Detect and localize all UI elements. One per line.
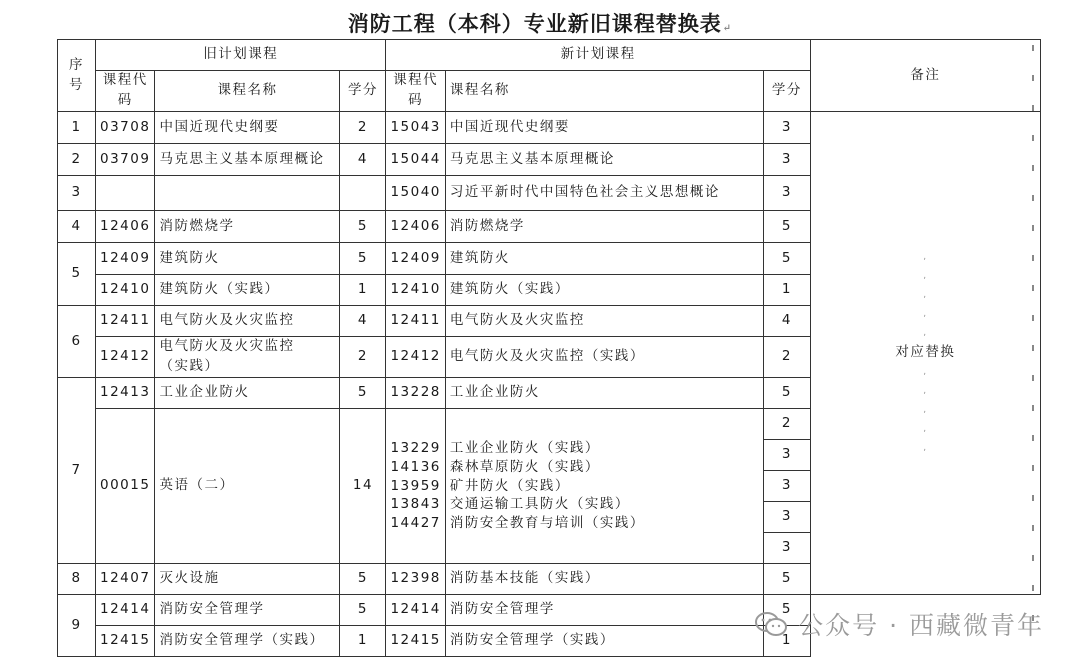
new-credit-cell: 5 bbox=[763, 211, 810, 243]
old-credit-cell: 5 bbox=[340, 243, 386, 275]
header-new-plan: 新计划课程 bbox=[386, 40, 810, 71]
new-code-cell: 12411 bbox=[386, 306, 445, 337]
seq-cell: 7 bbox=[58, 378, 96, 564]
old-credit-cell: 5 bbox=[340, 595, 386, 626]
old-code-cell: 03708 bbox=[96, 112, 155, 144]
old-code-cell bbox=[96, 176, 155, 211]
old-name-cell: 消防燃烧学 bbox=[155, 211, 340, 243]
new-credit-cell: 2 bbox=[763, 337, 810, 378]
old-credit-cell: 4 bbox=[340, 306, 386, 337]
new-name-cell: 消防基本技能（实践） bbox=[445, 564, 763, 595]
old-credit-cell: 4 bbox=[340, 144, 386, 176]
old-code-cell: 12414 bbox=[96, 595, 155, 626]
old-name-cell: 消防安全管理学 bbox=[155, 595, 340, 626]
new-credit-cell: 5 bbox=[763, 595, 810, 626]
old-code-cell: 12406 bbox=[96, 211, 155, 243]
old-credit-cell: 1 bbox=[340, 626, 386, 657]
new-name-cell: 马克思主义基本原理概论 bbox=[445, 144, 763, 176]
new-name-cell: 建筑防火（实践） bbox=[445, 275, 763, 306]
old-credit-cell: 5 bbox=[340, 378, 386, 409]
header-new-credit: 学分 bbox=[763, 71, 810, 112]
new-credit-cell: 4 bbox=[763, 306, 810, 337]
old-code-cell: 12412 bbox=[96, 337, 155, 378]
old-code-cell: 12410 bbox=[96, 275, 155, 306]
new-code-cell: 15040 bbox=[386, 176, 445, 211]
old-name-cell: 英语（二） bbox=[155, 409, 340, 564]
new-credit-cell: 3 bbox=[763, 144, 810, 176]
old-credit-cell: 14 bbox=[340, 409, 386, 564]
new-name-cell: 习近平新时代中国特色社会主义思想概论 bbox=[445, 176, 763, 211]
new-credit-cell: 5 bbox=[763, 243, 810, 275]
new-code-cell: 15043 bbox=[386, 112, 445, 144]
course-replacement-table bbox=[57, 39, 1041, 657]
new-code-cell: 12410 bbox=[386, 275, 445, 306]
new-credit-cell: 1 bbox=[763, 626, 810, 657]
new-name-cell: 工业企业防火 bbox=[445, 378, 763, 409]
watermark-text: 公众号 · 西藏微青年 bbox=[798, 611, 1044, 640]
new-name-cell: 建筑防火 bbox=[445, 243, 763, 275]
new-code-cell: 12415 bbox=[386, 626, 445, 657]
header-old-plan: 旧计划课程 bbox=[96, 40, 386, 71]
seq-cell: 5 bbox=[58, 243, 96, 306]
old-name-cell: 中国近现代史纲要 bbox=[155, 112, 340, 144]
new-code-cell: 12398 bbox=[386, 564, 445, 595]
header-old-credit: 学分 bbox=[340, 71, 386, 112]
header-new-name: 课程名称 bbox=[445, 71, 763, 112]
old-code-cell: 12411 bbox=[96, 306, 155, 337]
seq-cell: 8 bbox=[58, 564, 96, 595]
new-code-cell: 13228 bbox=[386, 378, 445, 409]
old-credit-cell: 1 bbox=[340, 275, 386, 306]
page-margin-marker bbox=[1032, 45, 1038, 655]
old-name-cell: 工业企业防火 bbox=[155, 378, 340, 409]
header-new-code: 课程代码 bbox=[386, 71, 445, 112]
header-old-name: 课程名称 bbox=[155, 71, 340, 112]
old-credit-cell: 2 bbox=[340, 112, 386, 144]
old-credit-cell: 5 bbox=[340, 564, 386, 595]
header-old-code: 课程代码 bbox=[96, 71, 155, 112]
old-code-cell: 00015 bbox=[96, 409, 155, 564]
old-name-cell: 灭火设施 bbox=[155, 564, 340, 595]
page-title: 消防工程（本科）专业新旧课程替换表↵ bbox=[347, 11, 733, 36]
old-name-cell: 马克思主义基本原理概论 bbox=[155, 144, 340, 176]
remarks-cell: , , , , , 对应替换 , , , , , bbox=[810, 112, 1040, 595]
table-row bbox=[58, 112, 1041, 144]
new-code-cell: 13229 14136 13959 13843 14427 bbox=[386, 409, 445, 564]
new-credit-cell: 3 bbox=[763, 502, 810, 533]
new-credit-cell: 5 bbox=[763, 378, 810, 409]
new-credit-cell: 1 bbox=[763, 275, 810, 306]
seq-cell: 2 bbox=[58, 144, 96, 176]
new-credit-cell: 3 bbox=[763, 471, 810, 502]
old-name-cell: 建筑防火 bbox=[155, 243, 340, 275]
new-name-cell: 电气防火及火灾监控 bbox=[445, 306, 763, 337]
seq-cell: 4 bbox=[58, 211, 96, 243]
wechat-icon bbox=[754, 611, 788, 637]
new-credit-cell: 5 bbox=[763, 564, 810, 595]
old-name-cell: 消防安全管理学（实践） bbox=[155, 626, 340, 657]
new-code-cell: 12409 bbox=[386, 243, 445, 275]
old-name-cell: 电气防火及火灾监控 bbox=[155, 306, 340, 337]
new-code-cell: 12414 bbox=[386, 595, 445, 626]
new-credit-cell: 3 bbox=[763, 176, 810, 211]
new-name-cell: 消防安全管理学（实践） bbox=[445, 626, 763, 657]
old-credit-cell bbox=[340, 176, 386, 211]
old-name-cell: 建筑防火（实践） bbox=[155, 275, 340, 306]
remarks-text: 对应替换 bbox=[895, 344, 956, 361]
new-name-cell: 中国近现代史纲要 bbox=[445, 112, 763, 144]
old-credit-cell: 2 bbox=[340, 337, 386, 378]
old-code-cell: 03709 bbox=[96, 144, 155, 176]
old-code-cell: 12407 bbox=[96, 564, 155, 595]
old-code-cell: 12413 bbox=[96, 378, 155, 409]
old-name-cell: 电气防火及火灾监控 （实践） bbox=[155, 337, 340, 378]
new-credit-cell: 3 bbox=[763, 112, 810, 144]
old-code-cell: 12415 bbox=[96, 626, 155, 657]
seq-cell: 1 bbox=[58, 112, 96, 144]
new-code-cell: 12412 bbox=[386, 337, 445, 378]
seq-cell: 6 bbox=[58, 306, 96, 378]
watermark bbox=[754, 606, 1044, 642]
new-credit-cell: 3 bbox=[763, 440, 810, 471]
header-remarks: 备注 bbox=[810, 40, 1040, 112]
seq-cell: 3 bbox=[58, 176, 96, 211]
old-credit-cell: 5 bbox=[340, 211, 386, 243]
new-code-cell: 15044 bbox=[386, 144, 445, 176]
new-name-cell: 消防安全管理学 bbox=[445, 595, 763, 626]
new-code-cell: 12406 bbox=[386, 211, 445, 243]
new-name-cell: 消防燃烧学 bbox=[445, 211, 763, 243]
seq-cell: 9 bbox=[58, 595, 96, 657]
new-name-cell: 电气防火及火灾监控（实践） bbox=[445, 337, 763, 378]
old-code-cell: 12409 bbox=[96, 243, 155, 275]
header-seq: 序号 bbox=[58, 40, 96, 112]
new-name-cell: 工业企业防火（实践） 森林草原防火（实践） 矿井防火（实践） 交通运输工具防火（实践） 消防安全教育与培训（实践） bbox=[445, 409, 763, 564]
new-credit-cell: 3 bbox=[763, 533, 810, 564]
old-name-cell bbox=[155, 176, 340, 211]
new-credit-cell: 2 bbox=[763, 409, 810, 440]
